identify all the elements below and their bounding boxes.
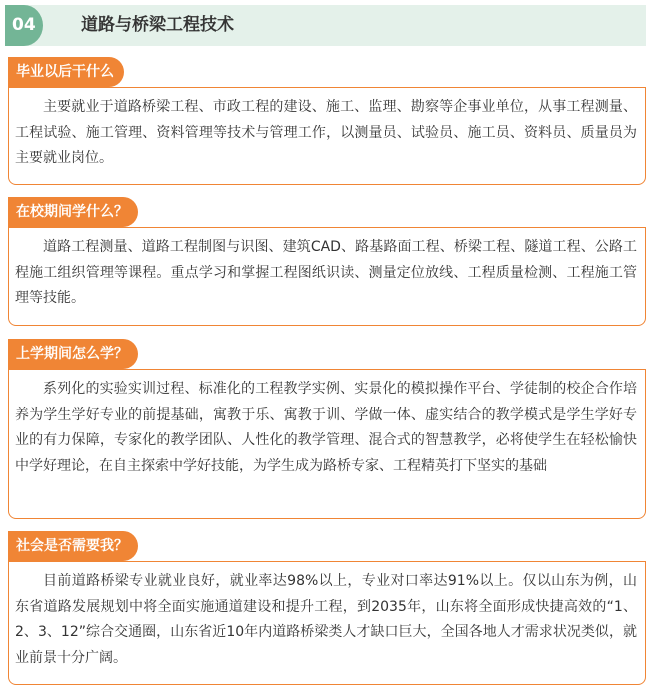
section-header (5, 5, 646, 46)
section-tab-label: 社会是否需要我？ (8, 531, 138, 561)
section-content-box (8, 561, 646, 685)
section-content-box (8, 227, 646, 326)
section-body-text: 主要就业于道路桥梁工程、市政工程的建设、施工、监理、勘察等企事业单位，从事工程测量、工程试验、施工管理、资料管理等技术与管理工作，以测量员、试验员、施工员、资料员、质量员为主要就业岗位。 (15, 99, 637, 166)
section-tab-label: 在校期间学什么？ (8, 197, 138, 227)
section-body-text: 系列化的实验实训过程、标准化的工程教学实例、实景化的模拟操作平台、学徒制的校企合作培养为学生学好专业的前提基础，寓教于乐、寓教于训、学做一体、虚实结合的教学模式是学生学好专业的有力保障，专家化的教学团队、人性化的教学管理、混合式的智慧教学，必将使学生在轻松愉快中学好理论，在自主探索中学好技能，为学生成为路桥专家、工程精英打下坚实的基础 (15, 381, 637, 474)
section-tab-label: 毕业以后干什么 (8, 57, 124, 87)
section-content-box (8, 369, 646, 519)
page-title: 道路与桥梁工程技术 (81, 15, 234, 35)
section-content-box (8, 87, 646, 185)
section-body-text: 道路工程测量、道路工程制图与识图、建筑CAD、路基路面工程、桥梁工程、隧道工程、公路工程施工组织管理等课程。重点学习和掌握工程图纸识读、测量定位放线、工程质量检测、工程施工管理等技能。 (15, 239, 637, 306)
section-tab-label: 上学期间怎么学？ (8, 339, 138, 369)
section-number-badge: 04 (5, 5, 43, 46)
section-body-text: 目前道路桥梁专业就业良好，就业率达98%以上，专业对口率达91%以上。仅以山东为例，山东省道路发展规划中将全面实施通道建设和提升工程，到2035年，山东将全面形成快捷高效的“1、2、3、12”综合交通圈，山东省近10年内道路桥梁类人才缺口巨大，全国各地人才需求状况类似，就业前景十分广阔。 (15, 573, 637, 666)
